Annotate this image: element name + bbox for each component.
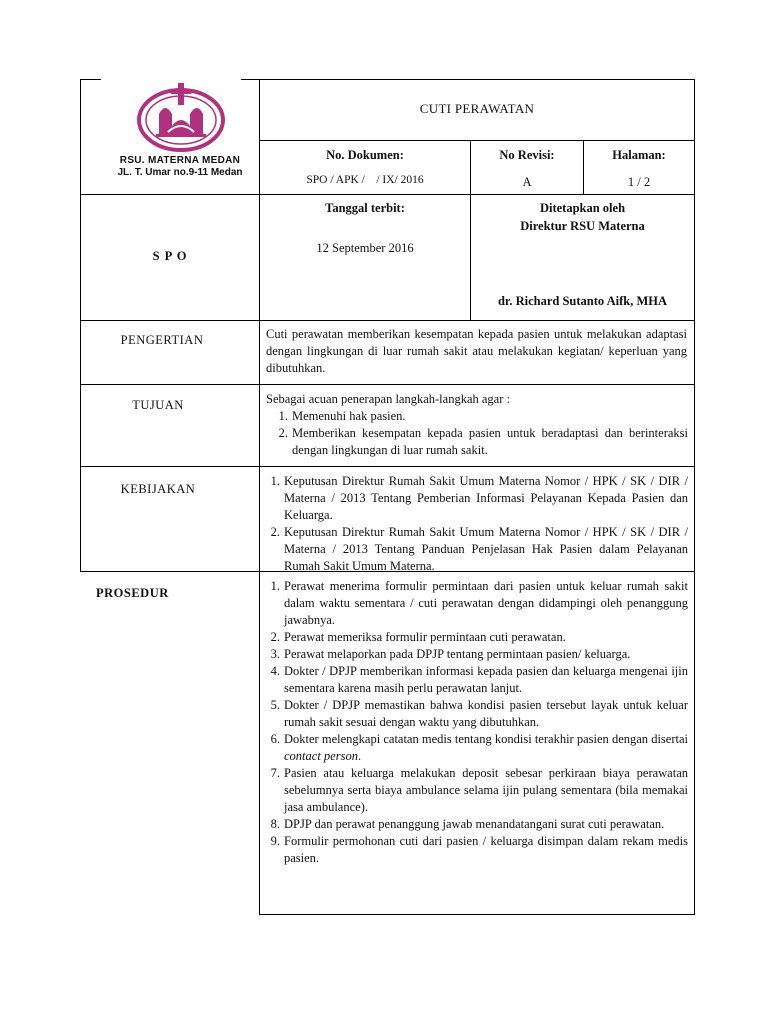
halaman-value: 1 / 2 bbox=[627, 175, 651, 189]
list-item: 9. Formulir permohonan cuti dari pasien / keluarga disimpan dalam rekam medis pasien. bbox=[270, 834, 688, 865]
halaman-label: Halaman: bbox=[612, 148, 666, 162]
list-item: 2. Perawat memeriksa formulir permintaan cuti perawatan. bbox=[270, 630, 566, 644]
list-item: 6. Dokter melengkapi catatan medis tentang kondisi terakhir pasien dengan disertai contact person. bbox=[270, 732, 688, 763]
list-item: 1. Memenuhi hak pasien. bbox=[278, 409, 406, 423]
tanggal-terbit-value: 12 September 2016 bbox=[316, 241, 414, 255]
pengertian-label: PENGERTIAN bbox=[120, 333, 204, 347]
prosedur-label: PROSEDUR bbox=[96, 586, 169, 600]
no-dokumen-value: SPO / APK / / IX/ 2016 bbox=[306, 174, 424, 186]
tujuan-list bbox=[270, 408, 688, 459]
tujuan-intro: Sebagai acuan penerapan langkah-langkah agar : bbox=[266, 392, 510, 406]
document-title: CUTI PERAWATAN bbox=[419, 101, 535, 116]
hospital-logo bbox=[126, 80, 236, 154]
pengertian-text: Cuti perawatan memberikan kesempatan kepada pasien untuk melakukan adaptasi dengan lingkungan di luar rumah sakit atau melakukan kegiatan/ keperluan yang dibutuhkan. bbox=[266, 327, 687, 375]
tanggal-terbit-label: Tanggal terbit: bbox=[325, 201, 405, 215]
list-item: 1. Perawat menerima formulir permintaan dari pasien untuk keluar rumah sakit dalam waktu sementara / cuti perawatan dengan didampingi oleh penanggung jawabnya. bbox=[270, 579, 688, 627]
list-item: 3. Perawat melaporkan pada DPJP tentang permintaan pasien/ keluarga. bbox=[270, 647, 631, 661]
list-item: 1. Keputusan Direktur Rumah Sakit Umum Materna Nomor / HPK / SK / DIR / Materna / 2013 Tentang Pemberian Informasi Pelayanan Kepada Pasien dan Keluarga. bbox=[270, 474, 688, 522]
tujuan-label: TUJUAN bbox=[132, 398, 184, 412]
no-dokumen-label: No. Dokumen: bbox=[326, 148, 404, 162]
list-item: 4. Dokter / DPJP memberikan informasi kepada pasien dan keluarga mengenai ijin sementara karena masih perlu perawatan lanjut. bbox=[270, 664, 688, 695]
hospital-name: RSU. MATERNA MEDAN bbox=[119, 155, 241, 166]
list-item: 8. DPJP dan perawat penanggung jawab menandatangani surat cuti perawatan. bbox=[270, 817, 665, 831]
ditetapkan-line-1: Ditetapkan oleh bbox=[539, 201, 626, 215]
list-item: 2. Memberikan kesempatan kepada pasien untuk beradaptasi dan berinteraksi dengan lingkungan di luar rumah sakit. bbox=[278, 426, 688, 457]
list-item: 5. Dokter / DPJP memastikan bahwa kondisi pasien tersebut layak untuk keluar rumah sakit sesuai dengan waktu yang dibutuhkan. bbox=[270, 698, 688, 729]
list-item: 2. Keputusan Direktur Rumah Sakit Umum Materna Nomor / HPK / SK / DIR / Materna / 2013 Tentang Panduan Penjelasan Hak Pasien dalam Pelayanan Rumah Sakit Umum Materna. bbox=[270, 525, 688, 573]
list-item: 7. Pasien atau keluarga melakukan deposit sebesar perkiraan biaya perawatan sebelumnya serta biaya ambulance selama ijin pulang sementara (bila memakai jasa ambulance). bbox=[270, 766, 688, 814]
hospital-address: JL. T. Umar no.9-11 Medan bbox=[117, 167, 243, 178]
materna-logo-icon bbox=[126, 80, 236, 154]
spo-label: S P O bbox=[152, 249, 188, 263]
prosedur-list bbox=[262, 578, 688, 867]
director-name: dr. Richard Sutanto Aifk, MHA bbox=[497, 294, 667, 308]
ditetapkan-line-2: Direktur RSU Materna bbox=[520, 219, 645, 233]
kebijakan-label: KEBIJAKAN bbox=[120, 482, 196, 496]
kebijakan-list bbox=[262, 473, 688, 575]
no-revisi-label: No Revisi: bbox=[499, 148, 555, 162]
no-revisi-value: A bbox=[522, 175, 532, 189]
